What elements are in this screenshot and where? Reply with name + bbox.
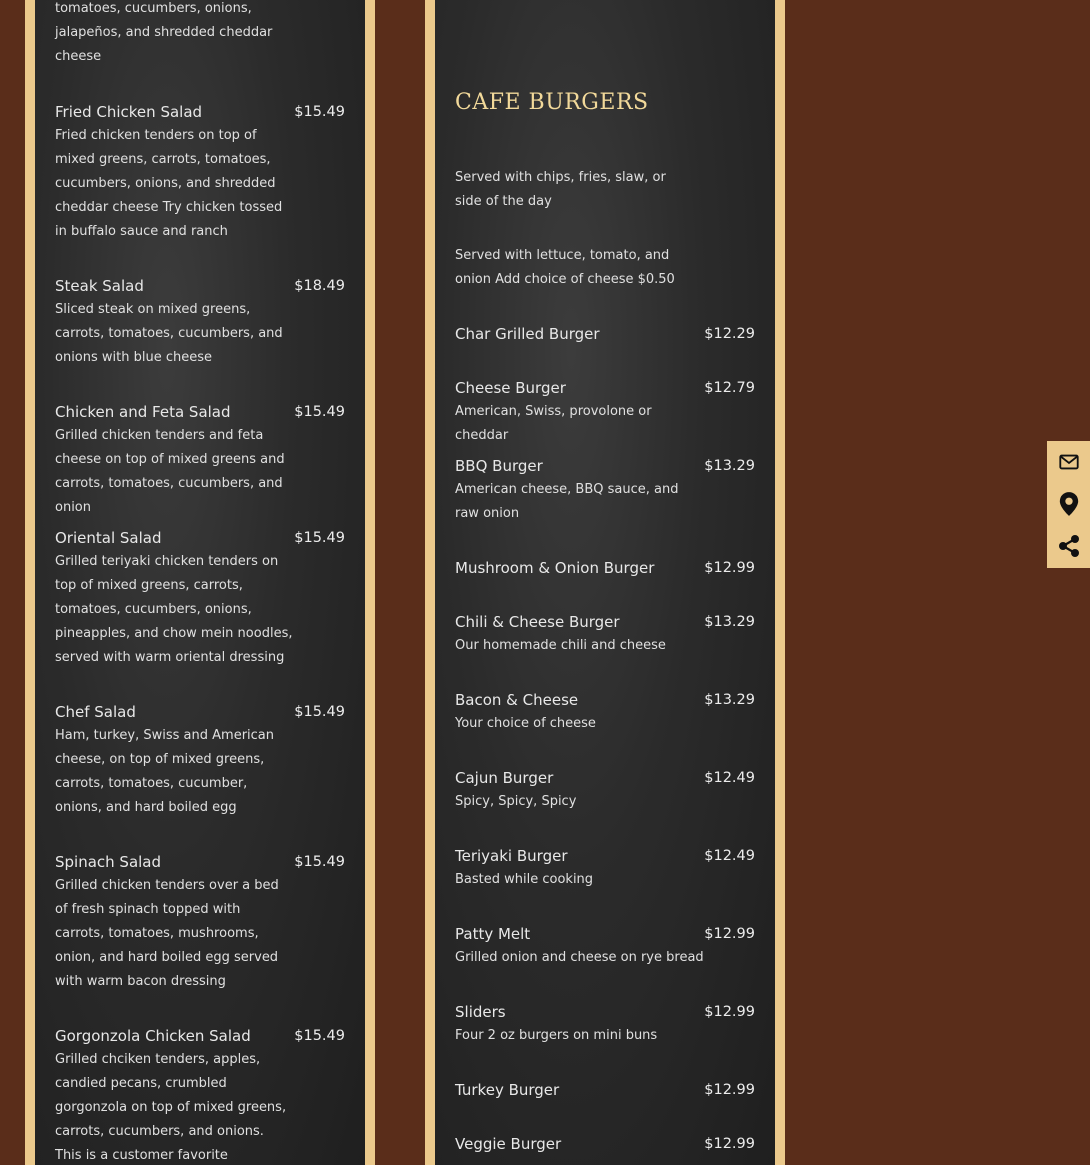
menu-item-description: Grilled chicken tenders over a bed of fresh spinach topped with carrots, tomatoes, mushrooms, onion, and hard boiled egg served with warm bacon dressing — [55, 878, 279, 989]
menu-item-price: $12.99 — [704, 560, 755, 576]
menu-item-price: $18.49 — [294, 278, 345, 294]
menu-item-name: Veggie Burger — [455, 1135, 562, 1153]
menu-item-name: Mushroom & Onion Burger — [455, 559, 655, 577]
menu-item-name: Gorgonzola Chicken Salad — [55, 1027, 251, 1045]
menu-item-name: Oriental Salad — [55, 529, 162, 547]
menu-item-name: Char Grilled Burger — [455, 325, 600, 343]
menu-item-name: Spinach Salad — [55, 853, 162, 871]
menu-item-name: Chef Salad — [55, 703, 136, 721]
partial-salad-description: tomatoes, cucumbers, onions, jalapeños, and shredded cheddar cheese — [55, 1, 273, 64]
burgers-toppings-note: Served with lettuce, tomato, and onion Add choice of cheese $0.50 — [455, 248, 675, 287]
menu-item-description: Fried chicken tenders on top of mixed greens, carrots, tomatoes, cucumbers, onions, and shredded cheddar cheese Try chicken tossed in buffalo sauce and ranch — [55, 128, 283, 239]
menu-item-name: Cheese Burger — [455, 379, 566, 397]
location-button[interactable] — [1047, 483, 1090, 525]
salads-chalkboard — [35, 0, 365, 1165]
burgers-sides-note: Served with chips, fries, slaw, or side of the day — [455, 170, 666, 209]
menu-item-price: $13.29 — [704, 614, 755, 630]
menu-item-description: American, Swiss, provolone or cheddar — [455, 404, 652, 443]
menu-item-description: Our homemade chili and cheese — [455, 638, 666, 653]
menu-item-description: Grilled chciken tenders, apples, candied pecans, crumbled gorgonzola on top of mixed greens, carrots, cucumbers, and onions. This is a customer favorite — [55, 1052, 287, 1163]
menu-item-name: Cajun Burger — [455, 769, 554, 787]
envelope-icon — [1058, 451, 1080, 473]
menu-item-name: Sliders — [455, 1003, 506, 1021]
floating-action-bar — [1047, 441, 1090, 568]
map-pin-icon — [1058, 491, 1080, 517]
menu-item-description: Grilled onion and cheese on rye bread — [455, 950, 704, 965]
menu-item-name: Teriyaki Burger — [455, 847, 568, 865]
menu-item-name: Chili & Cheese Burger — [455, 613, 620, 631]
menu-item-price: $12.49 — [704, 770, 755, 786]
menu-item-name: Turkey Burger — [455, 1081, 560, 1099]
burgers-menu-card — [425, 0, 785, 1165]
menu-item-price: $12.99 — [704, 926, 755, 942]
menu-item-description: Your choice of cheese — [455, 716, 596, 731]
menu-item-price: $15.49 — [294, 104, 345, 120]
menu-item-price: $12.29 — [704, 326, 755, 342]
menu-item-description: Ham, turkey, Swiss and American cheese, on top of mixed greens, carrots, tomatoes, cucumber, onions, and hard boiled egg — [55, 728, 275, 815]
share-button[interactable] — [1047, 525, 1090, 567]
menu-item-description: American cheese, BBQ sauce, and raw onion — [455, 482, 679, 521]
email-button[interactable] — [1047, 441, 1090, 483]
menu-item-description: Basted while cooking — [455, 872, 594, 887]
section-title: CAFE BURGERS — [455, 90, 649, 115]
menu-item-name: BBQ Burger — [455, 457, 543, 475]
menu-item-price: $13.29 — [704, 692, 755, 708]
menu-item-description: Four 2 oz burgers on mini buns — [455, 1028, 658, 1043]
menu-item-price: $12.49 — [704, 848, 755, 864]
menu-item-price: $12.99 — [704, 1136, 755, 1152]
menu-item-price: $13.29 — [704, 458, 755, 474]
menu-item-name: Steak Salad — [55, 277, 144, 295]
menu-item-description: Sliced steak on mixed greens, carrots, tomatoes, cucumbers, and onions with blue cheese — [55, 302, 283, 365]
menu-item-name: Fried Chicken Salad — [55, 103, 203, 121]
menu-item-description: Spicy, Spicy, Spicy — [455, 794, 577, 809]
salads-menu-card — [25, 0, 375, 1165]
burgers-chalkboard — [435, 0, 775, 1165]
share-icon — [1057, 534, 1081, 558]
menu-item-price: $12.99 — [704, 1082, 755, 1098]
menu-item-name: Bacon & Cheese — [455, 691, 579, 709]
menu-item-name: Chicken and Feta Salad — [55, 403, 231, 421]
menu-item-price: $12.79 — [704, 380, 755, 396]
menu-item-price: $15.49 — [294, 854, 345, 870]
menu-item-price: $15.49 — [294, 404, 345, 420]
menu-item-price: $15.49 — [294, 530, 345, 546]
menu-item-price: $15.49 — [294, 1028, 345, 1044]
menu-item-price: $12.99 — [704, 1004, 755, 1020]
menu-item-price: $15.49 — [294, 704, 345, 720]
menu-item-name: Patty Melt — [455, 925, 531, 943]
menu-item-description: Grilled chicken tenders and feta cheese on top of mixed greens and carrots, tomatoes, cucumbers, and onion — [55, 428, 285, 515]
menu-item-description: Grilled teriyaki chicken tenders on top of mixed greens, carrots, tomatoes, cucumbers, onions, pineapples, and chow mein noodles, served with warm oriental dressing — [55, 554, 293, 665]
